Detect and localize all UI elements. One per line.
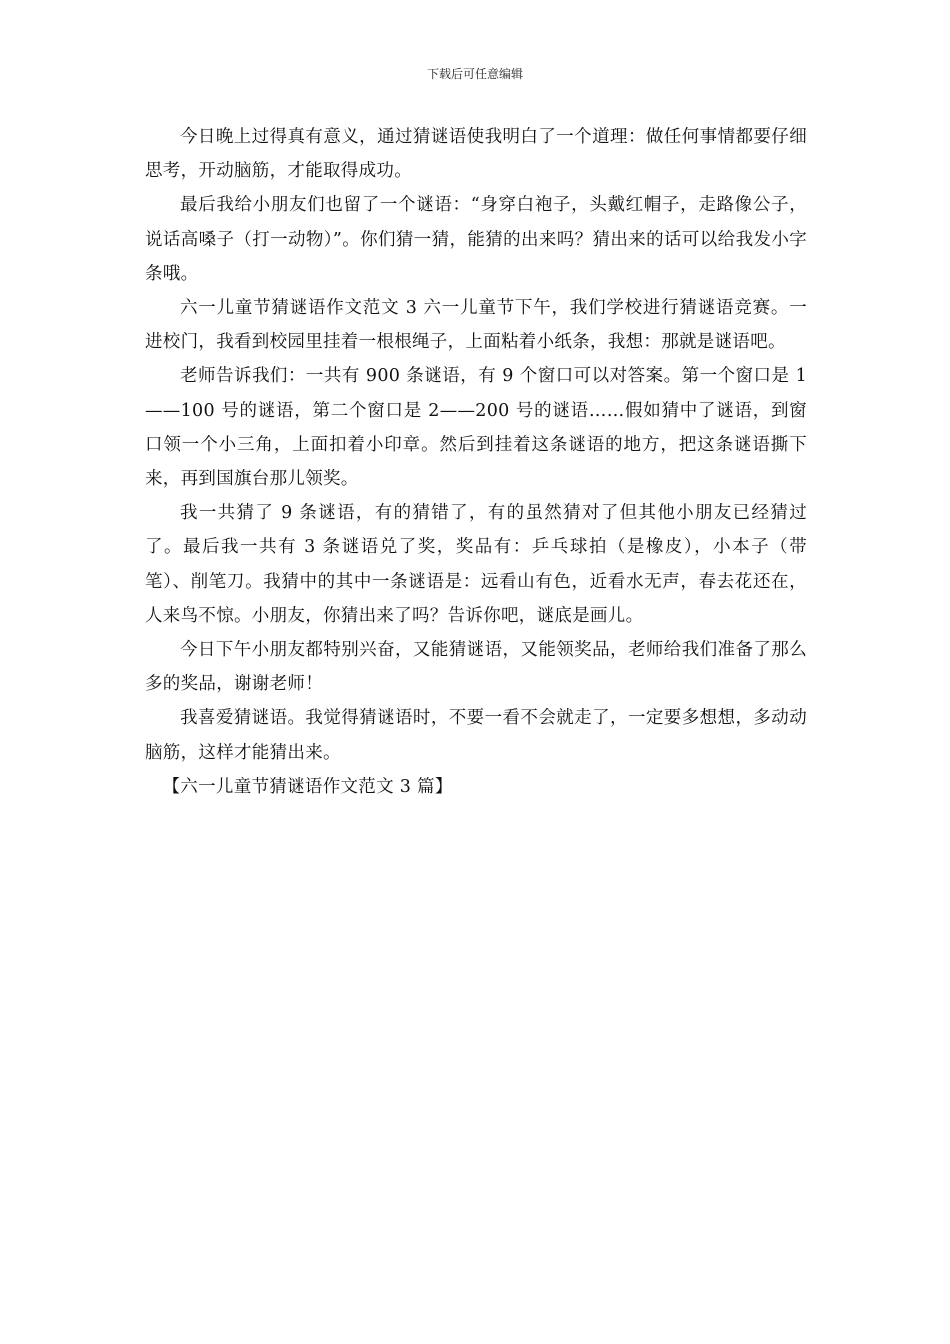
page-header: 下载后可任意编辑 [426,67,523,81]
paragraph-6: 今日下午小朋友都特别兴奋，又能猜谜语，又能领奖品，老师给我们准备了那么多的奖品，谢谢老师！ [145,640,807,695]
paragraph-4: 老师告诉我们：一共有 900 条谜语，有 9 个窗口可以对答案。第一个窗口是 1——100 号的谜语，第二个窗口是 2——200 号的谜语……假如猜中了谜语，到窗口领一个小三角，上面扣着小印章。然后到挂着这条谜语的地方，把这条谜语撕下来，再到国旗台那儿领奖。 [145,366,807,490]
paragraph-2: 最后我给小朋友们也留了一个谜语：“身穿白袍子，头戴红帽子，走路像公子，说话高嗓子（打一动物）”。你们猜一猜，能猜的出来吗？猜出来的话可以给我发小字条哦。 [145,195,807,284]
paragraph-1: 今日晚上过得真有意义，通过猜谜语使我明白了一个道理：做任何事情都要仔细思考，开动脑筋，才能取得成功。 [145,127,807,182]
paragraph-3: 六一儿童节猜谜语作文范文 3 六一儿童节下午，我们学校进行猜谜语竞赛。一进校门，我看到校园里挂着一根根绳子，上面粘着小纸条，我想：那就是谜语吧。 [145,298,807,353]
paragraph-7: 我喜爱猜谜语。我觉得猜谜语时，不要一看不会就走了，一定要多想想，多动动脑筋，这样才能猜出来。 [145,708,807,763]
document-body [145,120,807,804]
paragraph-5: 我一共猜了 9 条谜语，有的猜错了，有的虽然猜对了但其他小朋友已经猜过了。最后我一共有 3 条谜语兑了奖，奖品有：乒乓球拍（是橡皮），小本子（带笔）、削笔刀。我猜中的其中一条谜语是：远看山有色，近看水无声，春去花还在，人来鸟不惊。小朋友，你猜出来了吗？告诉你吧，谜底是画儿。 [145,503,807,626]
closing-title: 【六一儿童节猜谜语作文范文 3 篇】 [162,776,453,797]
